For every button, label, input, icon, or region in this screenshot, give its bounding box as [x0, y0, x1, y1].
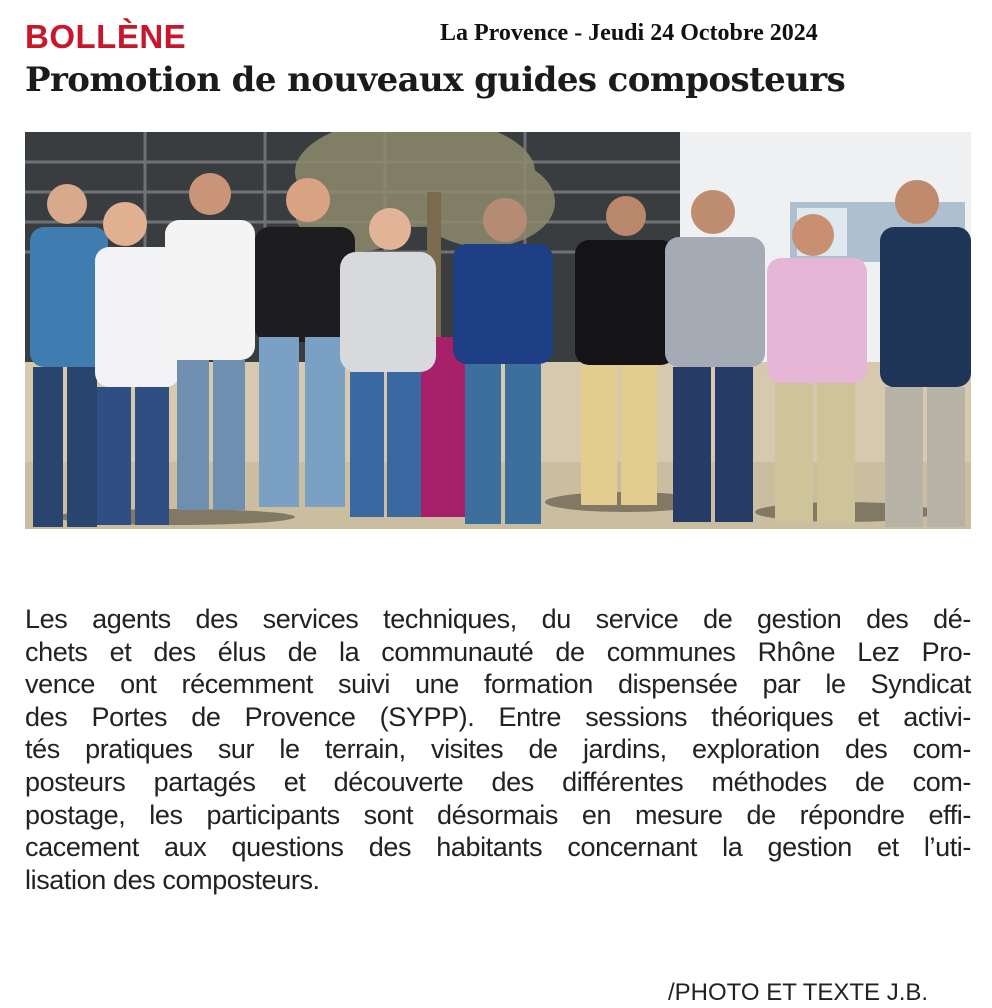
- headline: Promotion de nouveaux guides composteurs: [25, 60, 846, 100]
- article-line: postage, les participants sont désormais en mesure de répondre effi-: [25, 799, 971, 830]
- article-line: chets et des élus de la communauté de communes Rhône Lez Pro-: [25, 636, 971, 667]
- article-line: tés pratiques sur le terrain, visites de jardins, exploration des com-: [25, 734, 971, 765]
- article-line: des Portes de Provence (SYPP). Entre sessions théoriques et activi-: [25, 701, 971, 732]
- article-line: posteurs partagés et découverte des différentes méthodes de com-: [25, 766, 971, 797]
- source-line: La Provence - Jeudi 24 Octobre 2024: [440, 20, 818, 46]
- article-line: lisation des composteurs.: [25, 864, 320, 895]
- article-line: cacement aux questions des habitants concernant la gestion et l’uti-: [25, 832, 971, 863]
- article-line: vence ont récemment suivi une formation dispensée par le Syndicat: [25, 669, 971, 700]
- section-label: BOLLÈNE: [25, 18, 187, 55]
- group-photo: [25, 132, 971, 529]
- photo-credit: /PHOTO ET TEXTE J.B.: [668, 979, 929, 1006]
- article-body: [25, 603, 971, 896]
- article-line: Les agents des services techniques, du service de gestion des dé-: [25, 604, 971, 634]
